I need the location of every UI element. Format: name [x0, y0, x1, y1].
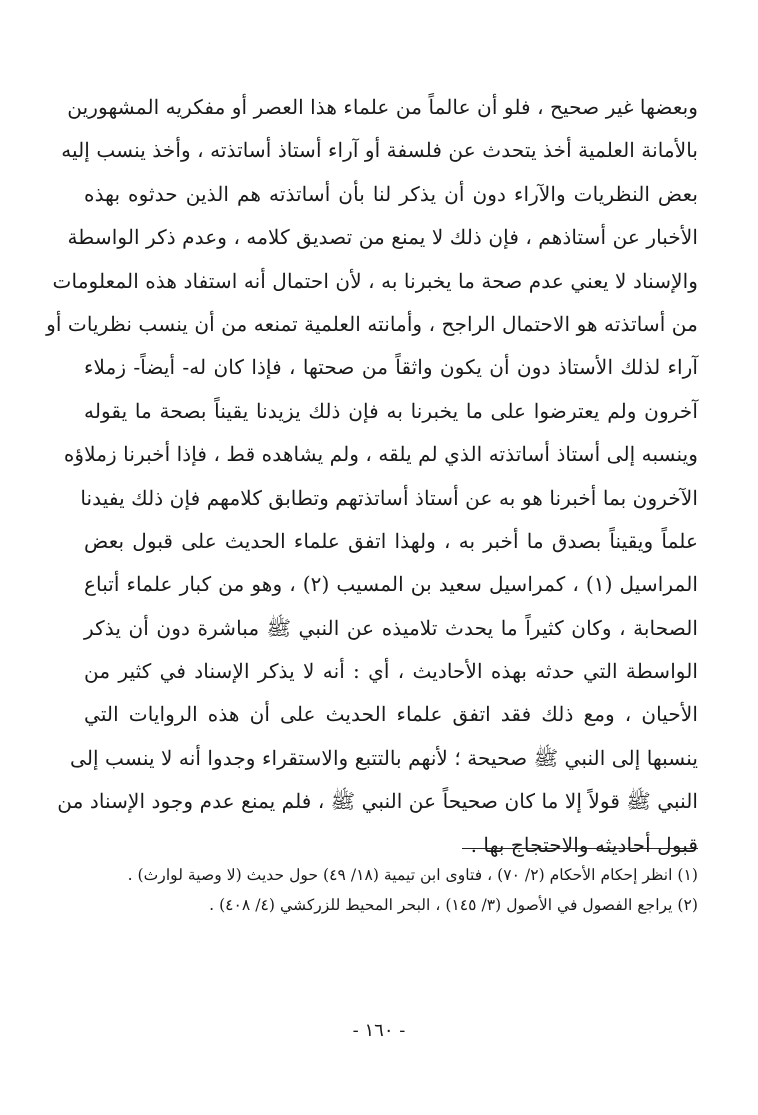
footnote-2: (٢) يراجع الفصول في الأصول (٣/ ١٤٥) ، البحر المحيط للزركشي (٤/ ٤٠٨) .	[209, 896, 698, 914]
body-text	[46, 86, 698, 867]
body-line: الآخرون بما أخبرنا هو به عن أستاذ أساتذتهم وتطابق كلامهم فإن ذلك يفيدنا	[80, 485, 698, 510]
body-line-last: قبول أحاديثه والاحتجاج بها .	[470, 832, 698, 857]
body-line: والإسناد لا يعني عدم صحة ما يخبرنا به ، لأن احتمال أنه استفاد هذه المعلومات	[52, 268, 698, 293]
body-line: بالأمانة العلمية أخذ يتحدث عن فلسفة أو آراء أستاذ أساتذته ، وأخذ ينسب إليه	[61, 138, 698, 163]
body-line: الأحيان ، ومع ذلك فقد اتفق علماء الحديث على أن هذه الروايات التي	[84, 702, 698, 727]
body-line: بعض النظريات والآراء دون أن يذكر لنا بأن أساتذته هم الذين حدثوه بهذه	[84, 181, 698, 206]
body-line: الصحابة ، وكان كثيراً ما يحدث تلاميذه عن النبي ﷺ مباشرة دون أن يذكر	[84, 615, 698, 640]
body-line: الأخبار عن أستاذهم ، فإن ذلك لا يمنع من تصديق كلامه ، وعدم ذكر الواسطة	[67, 225, 698, 250]
body-line: آخرون ولم يعترضوا على ما يخبرنا به فإن ذلك يزيدنا يقيناً بصحة ما يقوله	[84, 398, 698, 423]
body-line: علماً ويقيناً بصدق ما أخبر به ، ولهذا اتفق علماء الحديث على قبول بعض	[84, 528, 698, 553]
body-line: وبعضها غير صحيح ، فلو أن عالماً من علماء هذا العصر أو مفكريه المشهورين	[67, 95, 698, 119]
page-number: - ١٦٠ -	[352, 1020, 406, 1041]
footnote-separator	[462, 848, 698, 849]
body-line: المراسيل (١) ، كمراسيل سعيد بن المسيب (٢) ، وهو من كبار علماء أتباع	[84, 572, 698, 597]
body-line: وينسبه إلى أستاذ أساتذته الذي لم يلقه ، ولم يشاهده قط ، فإذا أخبرنا زملاؤه	[63, 442, 698, 467]
footnote-1: (١) انظر إحكام الأحكام (٢/ ٧٠) ، فتاوى ابن تيمية (١٨/ ٤٩) حول حديث (لا وصية لوارث) .	[127, 866, 698, 884]
body-line: من أساتذته هو الاحتمال الراجح ، وأمانته العلمية تمنعه من أن ينسب نظريات أو	[46, 311, 698, 336]
body-line: النبي ﷺ قولاً إلا ما كان صحيحاً عن النبي ﷺ ، فلم يمنع عدم وجود الإسناد من	[57, 789, 698, 814]
body-line: ينسبها إلى النبي ﷺ صحيحة ؛ لأنهم بالتتبع والاستقراء وجدوا أنه لا ينسب إلى	[70, 745, 698, 770]
body-line: الواسطة التي حدثه بهذه الأحاديث ، أي : أنه لا يذكر الإسناد في كثير من	[84, 659, 698, 684]
footnotes	[127, 860, 698, 920]
body-line: آراء لذلك الأستاذ دون أن يكون واثقاً من صحتها ، فإذا كان له- أيضاً- زملاء	[84, 355, 698, 380]
